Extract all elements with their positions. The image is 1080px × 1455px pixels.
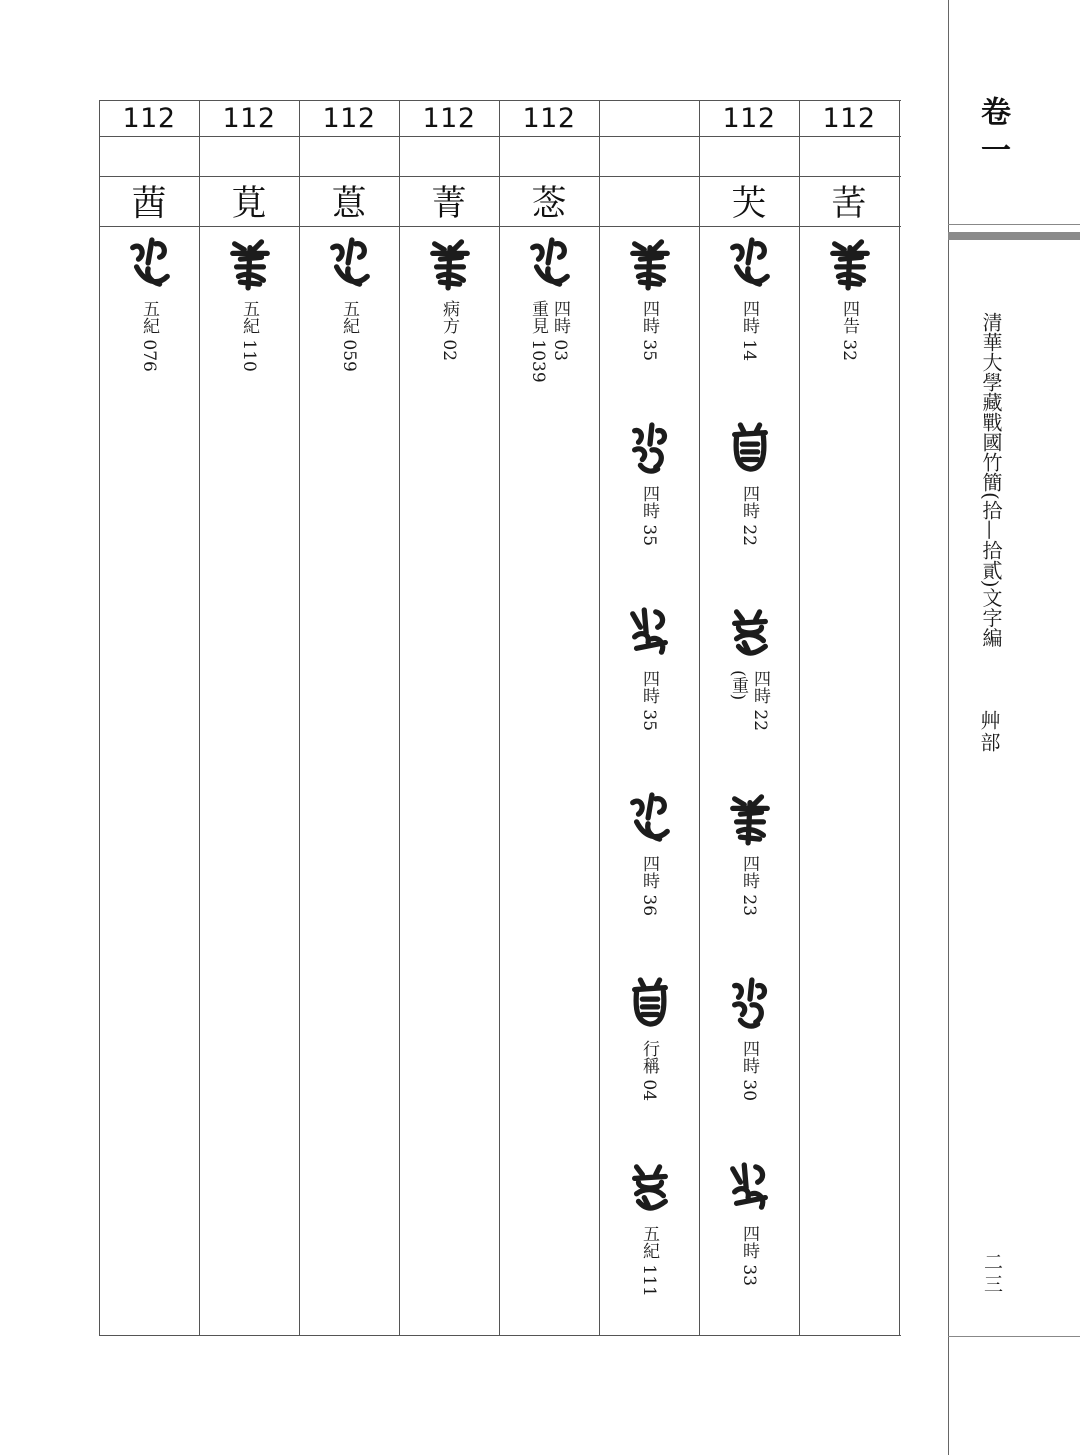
seal-script-glyph bbox=[727, 234, 773, 292]
column-number: 112 bbox=[722, 102, 776, 134]
margin-rule bbox=[948, 224, 1080, 225]
caption-line: 四時 35 bbox=[639, 670, 659, 732]
seal-script-glyph bbox=[727, 604, 773, 662]
column-number: 112 bbox=[222, 102, 276, 134]
page-number: 二三 bbox=[981, 1252, 1003, 1296]
caption-line: 四時 35 bbox=[639, 485, 659, 547]
caption-line: 五紀 111 bbox=[639, 1225, 659, 1297]
caption-line: 五紀 110 bbox=[239, 300, 259, 372]
margin-rule bbox=[948, 1336, 1080, 1337]
volume-label: 卷一 bbox=[975, 96, 1010, 172]
head-character: 蒠 bbox=[331, 184, 367, 224]
section-label: 艸部 bbox=[977, 710, 1001, 754]
glyph-caption bbox=[699, 670, 799, 731]
seal-script-glyph bbox=[727, 1159, 773, 1217]
glyph-caption bbox=[599, 485, 699, 546]
column-number: 112 bbox=[522, 102, 576, 134]
glyph-caption bbox=[799, 300, 899, 361]
head-character: 菍 bbox=[531, 184, 567, 224]
seal-script-glyph bbox=[727, 419, 773, 477]
caption-line: 行稱 04 bbox=[639, 1040, 659, 1102]
caption-line: 四時 22 bbox=[750, 670, 770, 732]
column-number bbox=[599, 100, 699, 136]
caption-line: 四時 35 bbox=[639, 300, 659, 362]
seal-script-glyph bbox=[627, 234, 673, 292]
margin-rule bbox=[948, 0, 949, 1455]
character-table bbox=[99, 100, 900, 1336]
glyph-caption bbox=[599, 1040, 699, 1101]
margin-bar bbox=[948, 232, 1080, 240]
head-character bbox=[599, 176, 699, 226]
seal-script-glyph bbox=[627, 1159, 673, 1217]
character-column bbox=[799, 100, 899, 1336]
seal-script-glyph bbox=[627, 419, 673, 477]
caption-line: 四時 23 bbox=[739, 855, 759, 917]
head-character: 莧 bbox=[231, 184, 267, 224]
head-character: 䒷 bbox=[831, 184, 867, 224]
seal-script-glyph bbox=[327, 234, 373, 292]
seal-script-glyph bbox=[827, 234, 873, 292]
glyph-caption bbox=[699, 485, 799, 546]
character-column bbox=[99, 100, 199, 1336]
caption-line: 五紀 059 bbox=[339, 300, 359, 372]
seal-script-glyph bbox=[727, 789, 773, 847]
caption-line: 四時 03 bbox=[550, 300, 570, 362]
glyph-caption bbox=[699, 1225, 799, 1286]
glyph-caption bbox=[99, 300, 199, 372]
character-column bbox=[599, 100, 699, 1336]
head-character: 莤 bbox=[131, 184, 167, 224]
caption-line: (重) bbox=[728, 670, 748, 701]
caption-line: 四時 22 bbox=[739, 485, 759, 547]
caption-line: 五紀 076 bbox=[139, 300, 159, 372]
column-number: 112 bbox=[122, 102, 176, 134]
character-column bbox=[299, 100, 399, 1336]
glyph-caption bbox=[299, 300, 399, 372]
glyph-caption bbox=[599, 300, 699, 361]
head-character: 菁 bbox=[431, 184, 467, 224]
glyph-caption bbox=[399, 300, 499, 361]
glyph-caption bbox=[199, 300, 299, 372]
seal-script-glyph bbox=[727, 974, 773, 1032]
seal-script-glyph bbox=[627, 974, 673, 1032]
glyph-caption bbox=[499, 300, 599, 383]
character-column bbox=[699, 100, 799, 1336]
glyph-caption bbox=[599, 855, 699, 916]
glyph-caption bbox=[699, 1040, 799, 1101]
head-character: 芖 bbox=[731, 184, 767, 224]
glyph-caption bbox=[599, 670, 699, 731]
glyph-caption bbox=[599, 1225, 699, 1297]
running-title: 清華大學藏戰國竹簡(拾—拾貳)文字編 bbox=[979, 312, 1003, 648]
glyph-caption bbox=[699, 300, 799, 361]
caption-line: 四告 32 bbox=[839, 300, 859, 362]
character-column bbox=[399, 100, 499, 1336]
glyph-caption bbox=[699, 855, 799, 916]
seal-script-glyph bbox=[627, 604, 673, 662]
seal-script-glyph bbox=[427, 234, 473, 292]
caption-line: 四時 33 bbox=[739, 1225, 759, 1287]
character-column bbox=[499, 100, 599, 1336]
seal-script-glyph bbox=[527, 234, 573, 292]
column-number: 112 bbox=[822, 102, 876, 134]
caption-line: 病方 02 bbox=[439, 300, 459, 362]
seal-script-glyph bbox=[127, 234, 173, 292]
character-column bbox=[199, 100, 299, 1336]
seal-script-glyph bbox=[627, 789, 673, 847]
seal-script-glyph bbox=[227, 234, 273, 292]
caption-line: 四時 36 bbox=[639, 855, 659, 917]
caption-line: 四時 14 bbox=[739, 300, 759, 362]
column-number: 112 bbox=[422, 102, 476, 134]
column-number: 112 bbox=[322, 102, 376, 134]
caption-line: 重見 1039 bbox=[528, 300, 548, 383]
caption-line: 四時 30 bbox=[739, 1040, 759, 1102]
